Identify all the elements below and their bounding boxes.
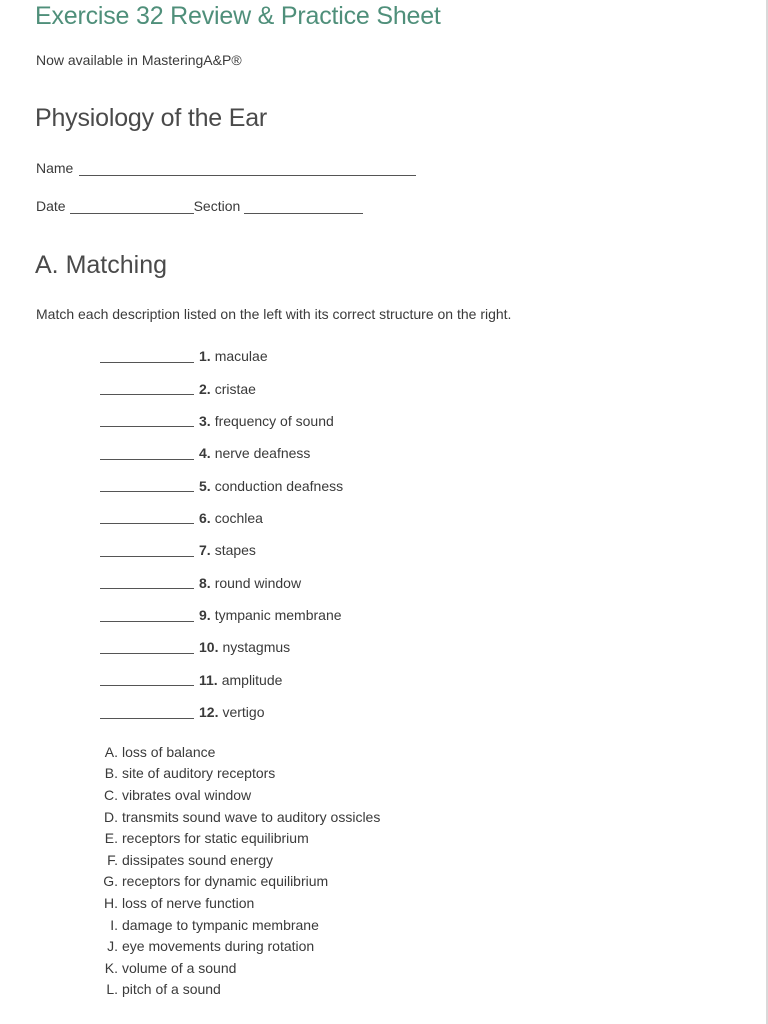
answer-options-list [96,741,516,1000]
list-item [100,534,500,566]
option-item [96,979,516,1001]
item-number: 1. [199,348,211,365]
option-text: pitch of a sound [122,981,221,998]
option-text: transmits sound wave to auditory ossicles [122,808,381,825]
option-text: dissipates sound energy [122,851,273,868]
section-heading-matching: A. Matching [35,251,168,279]
list-item [100,599,500,631]
matching-instructions: Match each description listed on the left with its correct structure on the right. [36,306,512,322]
option-item [96,914,516,936]
item-number: 8. [199,574,211,591]
option-text: receptors for dynamic equilibrium [122,873,329,890]
date-section-row [36,198,363,214]
section-label: Section [193,198,241,214]
option-item [96,784,516,806]
option-letter: B. [104,765,118,782]
option-letter: D. [104,808,118,825]
option-item [96,806,516,828]
list-item [100,696,500,728]
option-letter: L. [106,981,118,998]
option-text: vibrates oval window [122,786,252,803]
item-text: amplitude [221,671,283,688]
item-text: conduction deafness [214,477,344,494]
answer-blank[interactable] [100,653,194,654]
item-text: stapes [214,542,256,559]
option-letter: H. [104,894,118,911]
option-letter: G. [103,873,118,890]
item-number: 6. [199,509,211,526]
item-text: tympanic membrane [214,607,342,624]
name-label: Name [36,160,74,176]
option-text: receptors for static equilibrium [122,830,309,847]
item-number: 9. [199,607,211,624]
item-number: 3. [199,412,211,429]
answer-blank[interactable] [100,362,194,363]
item-text: maculae [214,348,268,365]
option-item [96,849,516,871]
answer-blank[interactable] [100,685,194,686]
name-field[interactable] [79,161,416,176]
option-item [96,827,516,849]
page-title: Physiology of the Ear [35,104,268,132]
list-item [100,405,500,437]
item-text: cristae [214,380,256,397]
list-item [100,340,500,372]
availability-note: Now available in MasteringA&P® [36,52,242,68]
option-letter: A. [104,743,118,760]
item-text: round window [214,574,302,591]
section-field[interactable] [244,199,363,214]
list-item [100,567,500,599]
answer-blank[interactable] [100,459,194,460]
option-letter: J. [107,938,118,955]
answer-blank[interactable] [100,588,194,589]
item-text: frequency of sound [214,412,334,429]
option-text: site of auditory receptors [122,765,276,782]
option-item [96,763,516,785]
exercise-title: Exercise 32 Review & Practice Sheet [35,2,441,30]
option-item [96,935,516,957]
option-item [96,741,516,763]
option-text: eye movements during rotation [122,938,315,955]
list-item [100,437,500,469]
option-item [96,957,516,979]
item-number: 2. [199,380,211,397]
list-item [100,664,500,696]
item-number: 4. [199,445,211,462]
list-item [100,631,500,663]
name-field-row [36,160,416,176]
option-text: loss of balance [122,743,216,760]
item-number: 10. [199,639,219,656]
answer-blank[interactable] [100,556,194,557]
option-letter: K. [104,959,118,976]
date-label: Date [36,198,66,214]
item-number: 5. [199,477,211,494]
option-text: loss of nerve function [122,894,255,911]
answer-blank[interactable] [100,394,194,395]
option-letter: E. [104,830,118,847]
item-text: cochlea [214,509,263,526]
item-number: 12. [199,704,219,721]
answer-blank[interactable] [100,718,194,719]
option-letter: I. [110,916,118,933]
matching-items-list [100,340,500,728]
option-text: damage to tympanic membrane [122,916,319,933]
answer-blank[interactable] [100,523,194,524]
list-item [100,372,500,404]
answer-blank[interactable] [100,426,194,427]
option-item [96,892,516,914]
option-letter: C. [104,786,118,803]
list-item [100,469,500,501]
option-text: volume of a sound [122,959,237,976]
item-text: vertigo [222,704,265,721]
item-number: 11. [199,671,218,688]
date-field[interactable] [70,199,194,214]
answer-blank[interactable] [100,491,194,492]
list-item [100,502,500,534]
item-text: nerve deafness [214,445,311,462]
option-item [96,871,516,893]
option-letter: F. [107,851,118,868]
answer-blank[interactable] [100,621,194,622]
item-text: nystagmus [222,639,291,656]
item-number: 7. [199,542,211,559]
